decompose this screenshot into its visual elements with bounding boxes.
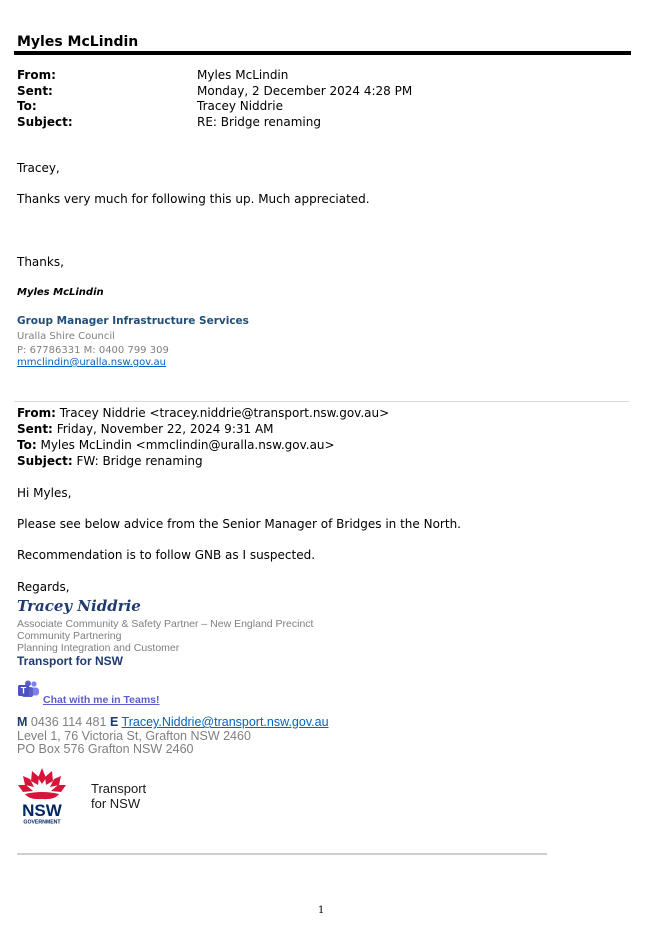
fw-from-line	[17, 406, 389, 421]
teams-chat-link[interactable]: Chat with me in Teams!	[43, 694, 160, 706]
tfn-address-1: Level 1, 76 Victoria St, Grafton NSW 2460	[17, 729, 251, 743]
mobile-label: M	[17, 715, 28, 729]
fw-from-value: Tracey Niddrie <tracey.niddrie@transport.nsw.gov.au>	[59, 406, 390, 420]
tfn-logo-line-1: Transport	[91, 781, 147, 796]
signature-org: Uralla Shire Council	[17, 331, 115, 342]
nsw-government-text: GOVERNMENT	[23, 819, 61, 826]
tfn-address-2: PO Box 576 Grafton NSW 2460	[17, 742, 194, 756]
fw-to-line	[17, 438, 335, 453]
fw-to-label: To:	[17, 438, 37, 452]
fw-body-line-2: Recommendation is to follow GNB as I suspected.	[17, 548, 316, 562]
fw-subject-label: Subject:	[17, 454, 73, 468]
signature-phone: P: 67786331 M: 0400 799 309	[17, 345, 169, 356]
fw-from-label: From:	[17, 406, 56, 420]
subject-value: RE: Bridge renaming	[197, 115, 321, 129]
subject-label: Subject:	[17, 115, 73, 129]
from-value: Myles McLindin	[197, 68, 289, 82]
fw-greeting: Hi Myles,	[17, 486, 72, 500]
nsw-waratah-logo	[15, 766, 69, 826]
page-number: 1	[318, 905, 325, 916]
tfn-role-2: Community Partnering	[17, 630, 122, 642]
tfn-role-3: Planning Integration and Customer	[17, 642, 180, 654]
signature-position: Group Manager Infrastructure Services	[17, 315, 249, 327]
greeting: Tracey,	[17, 161, 60, 175]
signature-email-link[interactable]: mmclindin@uralla.nsw.gov.au	[17, 357, 167, 368]
page-title: Myles McLindin	[17, 34, 139, 50]
fw-subject-line	[17, 454, 203, 469]
tfn-signature-name: Tracey Niddrie	[17, 597, 141, 615]
fw-subject-value: FW: Bridge renaming	[76, 454, 203, 468]
fw-sent-label: Sent:	[17, 422, 53, 436]
svg-text:T: T	[20, 685, 27, 696]
title-rule	[14, 51, 631, 55]
fw-to-value: Myles McLindin <mmclindin@uralla.nsw.gov.au>	[40, 438, 335, 452]
body-line: Thanks very much for following this up. Much appreciated.	[17, 192, 370, 206]
tfn-agency: Transport for NSW	[17, 654, 124, 668]
teams-icon[interactable]	[18, 680, 40, 700]
closing: Thanks,	[17, 255, 64, 269]
sent-label: Sent:	[17, 84, 53, 98]
signature-name: Myles McLindin	[17, 287, 104, 298]
tfn-role-1: Associate Community & Safety Partner – New England Precinct	[17, 618, 314, 630]
fw-sent-value: Friday, November 22, 2024 9:31 AM	[56, 422, 274, 436]
to-value: Tracey Niddrie	[197, 99, 283, 113]
tfn-contact-line	[17, 715, 329, 729]
from-label: From:	[17, 68, 56, 82]
to-label: To:	[17, 99, 37, 113]
tfn-email-link[interactable]: Tracey.Niddrie@transport.nsw.gov.au	[121, 715, 329, 729]
email-label: E	[109, 715, 119, 729]
nsw-logo-text: NSW	[22, 801, 62, 820]
fw-sent-line	[17, 422, 274, 437]
tfn-logo-line-2: for NSW	[91, 796, 141, 811]
divider	[14, 401, 629, 402]
fw-body-line-1: Please see below advice from the Senior Manager of Bridges in the North.	[17, 517, 461, 531]
sent-value: Monday, 2 December 2024 4:28 PM	[197, 84, 413, 98]
mobile-number: 0436 114 481	[30, 715, 107, 729]
footer-divider	[17, 853, 547, 855]
fw-closing: Regards,	[17, 580, 70, 594]
